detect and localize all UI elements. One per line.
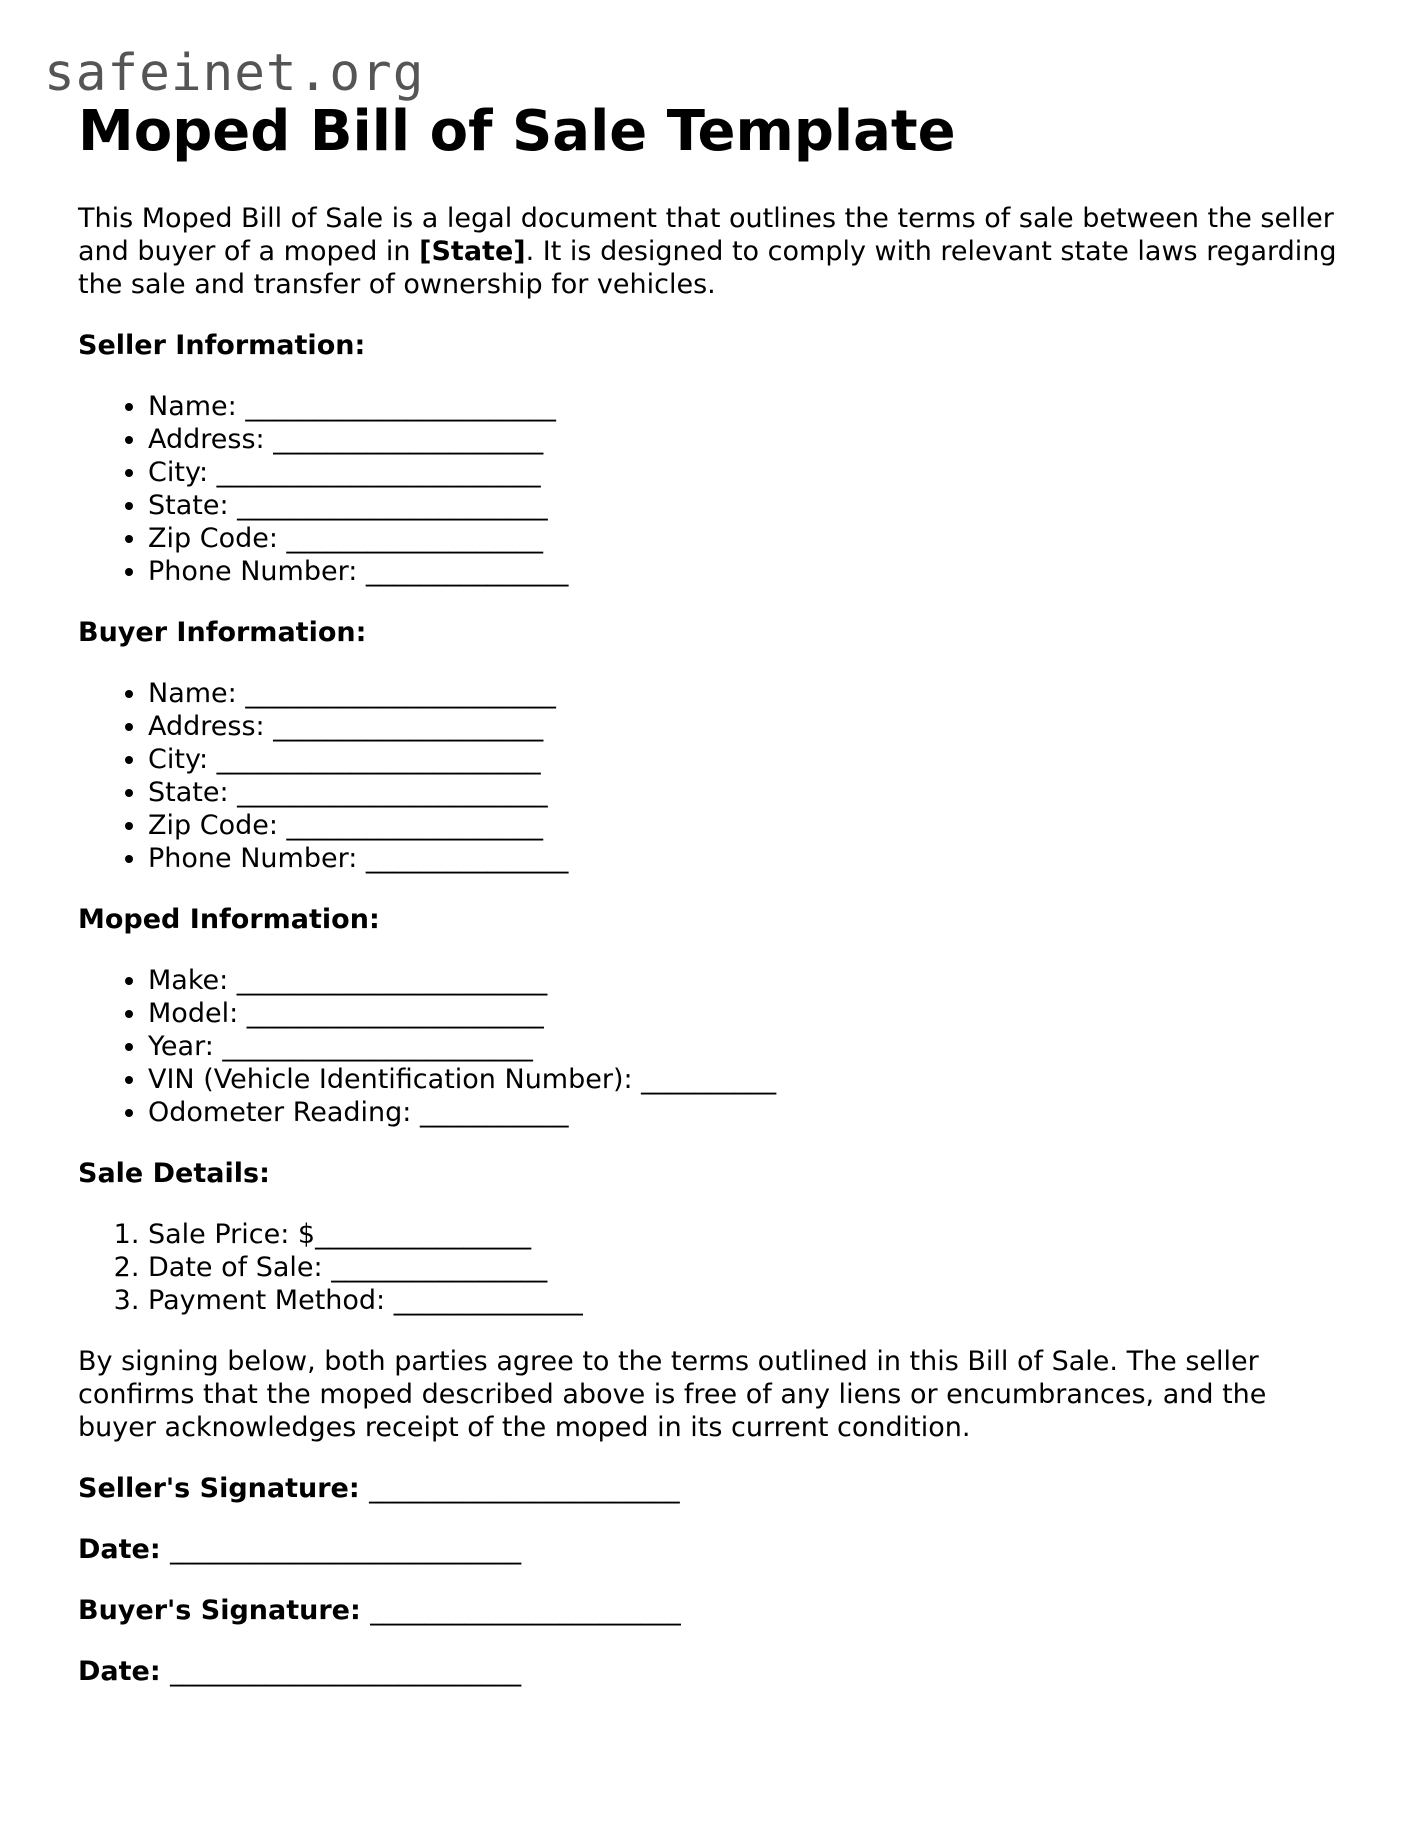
buyer-signature-blank: _______________________	[370, 1595, 681, 1626]
state-placeholder: [State]	[419, 236, 526, 267]
buyer-phone-item: • Phone Number: _______________	[148, 842, 1340, 875]
moped-model-item: • Model: ______________________	[148, 997, 1340, 1030]
sale-details-list	[78, 1218, 1340, 1317]
document-page	[78, 96, 1340, 1688]
seller-name-item: • Name: _______________________	[148, 390, 1340, 423]
buyer-date-line	[78, 1655, 1340, 1688]
intro-paragraph	[78, 202, 1340, 301]
buyer-state-item: • State: _______________________	[148, 776, 1340, 809]
moped-section-heading: Moped Information:	[78, 904, 380, 935]
sale-section-heading: Sale Details:	[78, 1158, 270, 1189]
seller-date-blank: __________________________	[170, 1534, 522, 1565]
buyer-date-blank: __________________________	[170, 1656, 522, 1687]
seller-date-line	[78, 1533, 1340, 1566]
intro-text-before: This Moped Bill of Sale is a legal document that outlines the terms of sale between the seller and buyer of a moped in	[78, 203, 1334, 267]
seller-state-item: • State: _______________________	[148, 489, 1340, 522]
buyer-zip-item: • Zip Code: ___________________	[148, 809, 1340, 842]
buyer-signature-label: Buyer's Signature:	[78, 1595, 371, 1626]
page-title: Moped Bill of Sale Template	[78, 99, 956, 164]
sale-date-item: 2. Date of Sale: ________________	[148, 1251, 1340, 1284]
watermark-text: safeinet.org	[44, 44, 425, 103]
seller-signature-line	[78, 1472, 1340, 1505]
moped-info-list	[78, 964, 1340, 1129]
moped-vin-item: • VIN (Vehicle Identification Number): __________	[148, 1063, 1340, 1096]
moped-odometer-item: • Odometer Reading: ___________	[148, 1096, 1340, 1129]
seller-date-label: Date:	[78, 1534, 171, 1565]
seller-signature-blank: _______________________	[369, 1473, 680, 1504]
seller-address-item: • Address: ____________________	[148, 423, 1340, 456]
buyer-city-item: • City: ________________________	[148, 743, 1340, 776]
buyer-info-list	[78, 677, 1340, 875]
payment-method-item: 3. Payment Method: ______________	[148, 1284, 1340, 1317]
buyer-date-label: Date:	[78, 1656, 171, 1687]
seller-city-item: • City: ________________________	[148, 456, 1340, 489]
seller-info-list	[78, 390, 1340, 588]
moped-year-item: • Year: _______________________	[148, 1030, 1340, 1063]
buyer-signature-line	[78, 1594, 1340, 1627]
seller-zip-item: • Zip Code: ___________________	[148, 522, 1340, 555]
seller-phone-item: • Phone Number: _______________	[148, 555, 1340, 588]
closing-paragraph: By signing below, both parties agree to the terms outlined in this Bill of Sale. The seller confirms that the moped described above is free of any liens or encumbrances, and the buyer acknowledges receipt of the moped in its current condition.	[78, 1346, 1267, 1443]
seller-signature-label: Seller's Signature:	[78, 1473, 370, 1504]
moped-make-item: • Make: _______________________	[148, 964, 1340, 997]
intro-text-after: . It is designed to comply with relevant state laws regarding the sale and transfer of ownership for vehicles.	[78, 236, 1337, 300]
sale-price-item: 1. Sale Price: $________________	[148, 1218, 1340, 1251]
buyer-section-heading: Buyer Information:	[78, 617, 367, 648]
buyer-name-item: • Name: _______________________	[148, 677, 1340, 710]
seller-section-heading: Seller Information:	[78, 330, 366, 361]
buyer-address-item: • Address: ____________________	[148, 710, 1340, 743]
